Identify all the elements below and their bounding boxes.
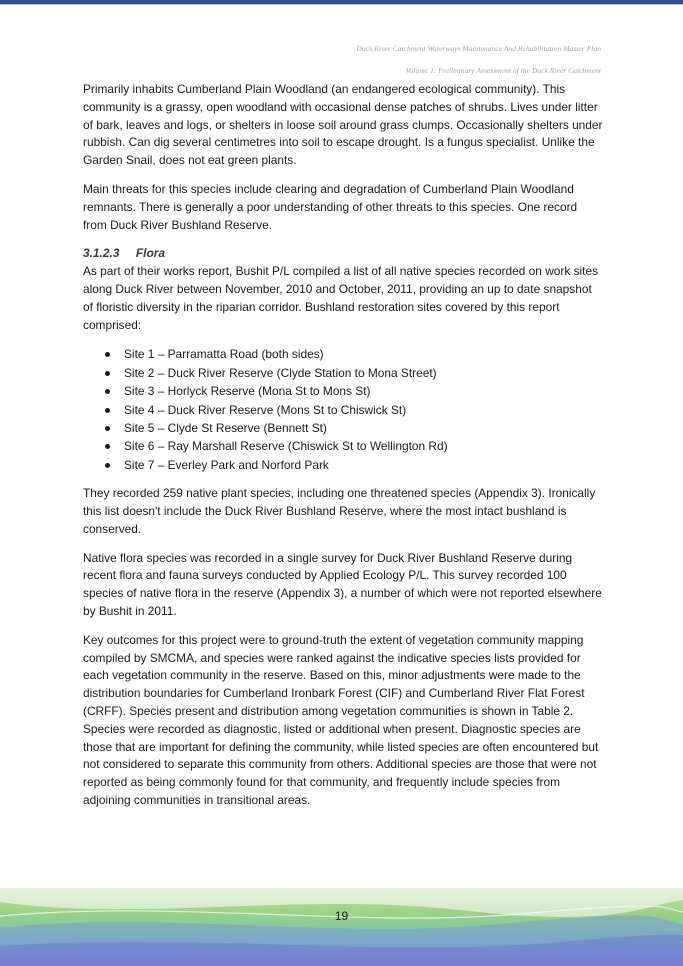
paragraph-habitat: Primarily inhabits Cumberland Plain Woodland (an endangered ecological community). This community is a grassy, open woodland with occasional dense patches of shrubs. Lives under litter of bark, leaves and logs, or shelters in loose soil around grass clumps. Occasionally shelters under rubbish. Can dig several centimetres into soil to escape drought. Is a fungus specialist. Unlike the Garden Snail, does not eat green plants. — [83, 82, 603, 168]
document-body — [83, 81, 603, 821]
page-number: 19 — [334, 909, 349, 923]
paragraph-survey: Native flora species was recorded in a single survey for Duck River Bushland Reserve during recent flora and fauna surveys conducted by Applied Ecology P/L. This survey recorded 100 species of native flora in the reserve (Appendix 3), a number of which were not reported elsewhere by Bushit in 2011. — [83, 550, 602, 618]
paragraph-key-outcomes: Key outcomes for this project were to ground-truth the extent of vegetation community mapping compiled by SMCMA, and species were ranked against the indicative species lists provided for each vegetation community in the reserve. Based on this, minor adjustments were made to the distribution boundaries for Cumberland Ironbark Forest (CIF) and Cumberland River Flat Forest (CRFF). Species present and distribution among vegetation communities is shown in Table 2. Species were recorded as diagnostic, listed or additional when present. Diagnostic species are those that are important for defining the community, while listed species are often encountered but not considered to separate this community from others. Additional species are those that were not reported as being commonly found for that community, and frequently include species from adjoining communities in transitional areas. — [83, 632, 599, 807]
footer-wave-banner — [0, 888, 683, 966]
paragraph-flora-intro: As part of their works report, Bushit P/L compiled a list of all native species recorded on work sites along Duck River between November, 2010 and October, 2011, providing an up to date snapshot of floristic diversity in the riparian corridor. Bushland restoration sites covered by this report comprised: — [83, 264, 599, 332]
running-header-volume: Volume 1: Preliminary Assessment of the Duck River Catchment — [405, 66, 601, 75]
list-item: Site 2 – Duck River Reserve (Clyde Station to Mona Street) — [124, 364, 603, 382]
section-heading-flora — [83, 245, 603, 263]
list-item: Site 3 – Horlyck Reserve (Mona St to Mons St) — [124, 382, 603, 400]
list-item: Site 4 – Duck River Reserve (Mons St to Chiswick St) — [124, 401, 603, 419]
paragraph-species-count: They recorded 259 native plant species, including one threatened species (Appendix 3). Ironically this list doesn't include the Duck River Bushland Reserve, where the most intact bushland is conserved. — [83, 486, 596, 536]
section-title: Flora — [135, 246, 165, 261]
list-item: Site 1 – Parramatta Road (both sides) — [124, 345, 603, 363]
list-item: Site 7 – Everley Park and Norford Park — [124, 456, 603, 474]
running-header-title: Duck River Catchment Waterways Maintenance And Rehabilitation Master Plan — [356, 44, 601, 53]
top-border — [0, 0, 683, 5]
paragraph-threats: Main threats for this species include clearing and degradation of Cumberland Plain Woodland remnants. There is generally a poor understanding of other threats to this species. One record from Duck River Bushland Reserve. — [83, 181, 578, 232]
sites-list — [83, 345, 603, 474]
list-item: Site 5 – Clyde St Reserve (Bennett St) — [124, 419, 603, 437]
list-item: Site 6 – Ray Marshall Reserve (Chiswick St to Wellington Rd) — [124, 437, 603, 455]
section-number: 3.1.2.3 — [83, 246, 120, 261]
wave-decoration — [0, 888, 683, 966]
